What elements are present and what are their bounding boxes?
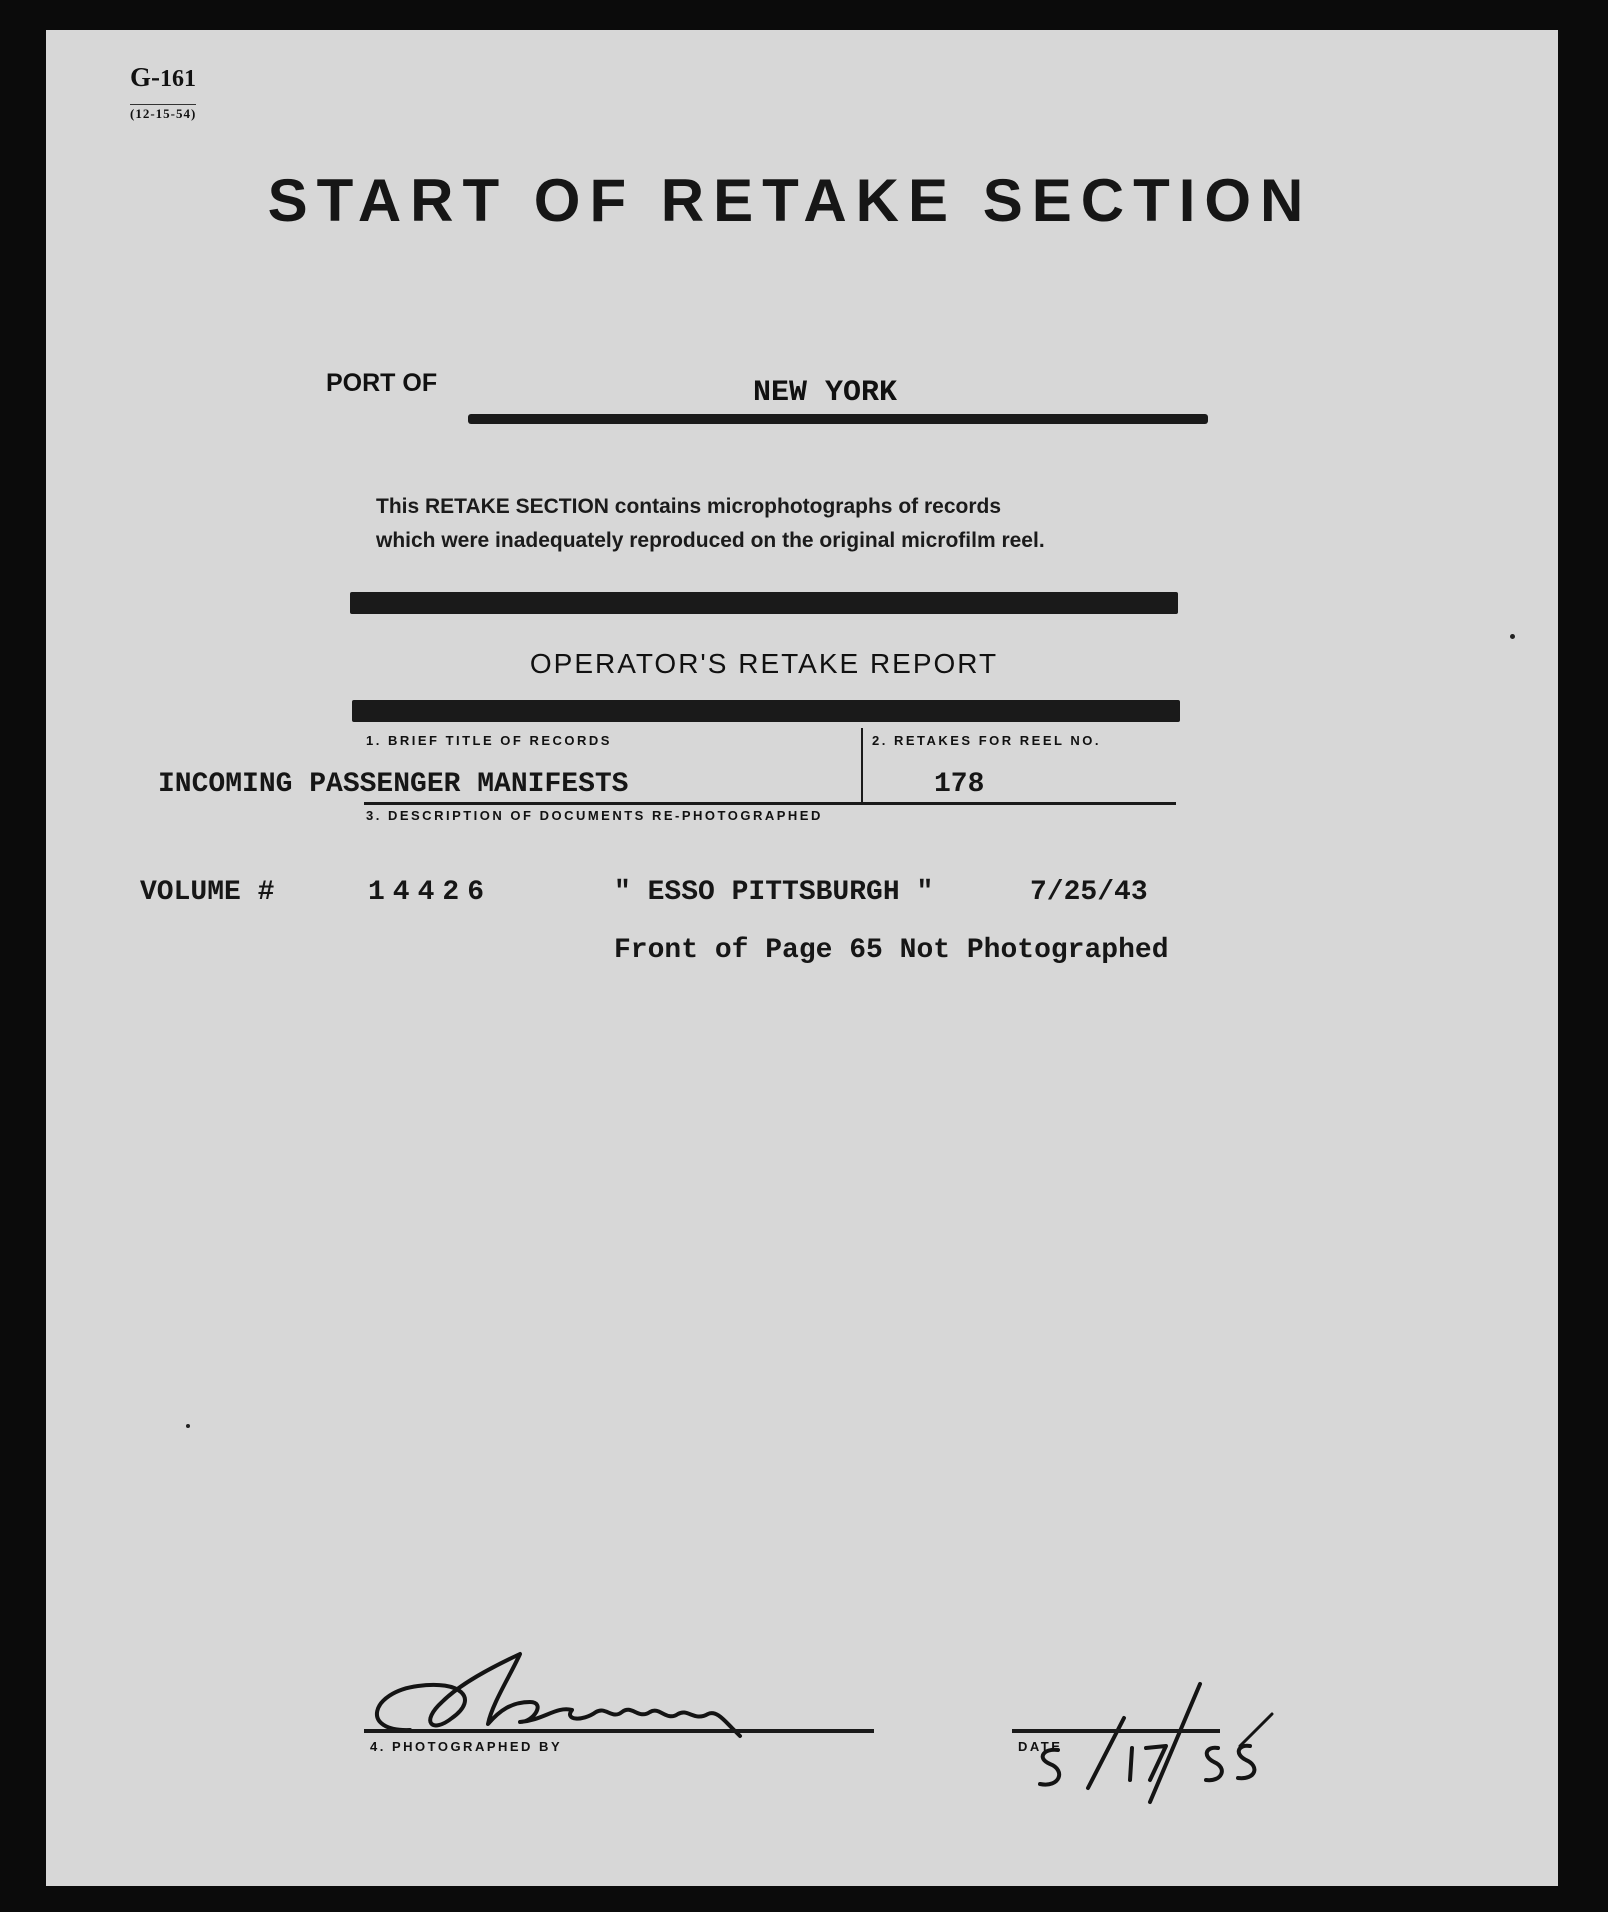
page-title: START OF RETAKE SECTION (267, 167, 1313, 234)
port-underline (468, 414, 1208, 424)
ink-speck (186, 1424, 190, 1428)
date-line (1012, 1729, 1220, 1733)
voyage-date: 7/25/43 (1030, 877, 1148, 908)
intro-line-2: which were inadequately reproduced on the original microfilm reel. (376, 529, 1045, 552)
intro-text (376, 490, 1236, 558)
volume-label: VOLUME # (140, 877, 275, 908)
form-revision-date: (12-15-54) (130, 106, 197, 121)
divider-bar-bottom (352, 700, 1180, 722)
reel-number-value: 178 (934, 769, 985, 800)
form-code-prefix: G- (130, 62, 160, 92)
ink-speck (1510, 634, 1515, 639)
field-divider (861, 728, 863, 804)
brief-title-label: 1. BRIEF TITLE OF RECORDS (366, 733, 612, 748)
description-label: 3. DESCRIPTION OF DOCUMENTS RE-PHOTOGRAPHED (366, 808, 823, 823)
operator-signature (360, 1640, 780, 1740)
ship-name: " ESSO PITTSBURGH " (614, 877, 934, 908)
photographed-by-label: 4. PHOTOGRAPHED BY (370, 1739, 563, 1754)
date-label: DATE (1018, 1739, 1063, 1754)
reel-number-label: 2. RETAKES FOR REEL NO. (872, 733, 1101, 748)
form-code-number: 161 (160, 66, 196, 92)
photographed-by-line (364, 1729, 874, 1733)
divider-bar-top (350, 592, 1178, 614)
retake-note: Front of Page 65 Not Photographed (614, 935, 1169, 966)
port-value: NEW YORK (752, 376, 898, 410)
volume-number: 14426 (368, 877, 493, 908)
form-code (130, 64, 196, 91)
intro-line-1: This RETAKE SECTION contains microphotographs of records (376, 495, 1002, 518)
report-title: OPERATOR'S RETAKE REPORT (529, 648, 999, 679)
port-label: PORT OF (326, 369, 438, 397)
field-underline (364, 802, 1176, 805)
brief-title-value: INCOMING PASSENGER MANIFESTS (158, 769, 629, 800)
